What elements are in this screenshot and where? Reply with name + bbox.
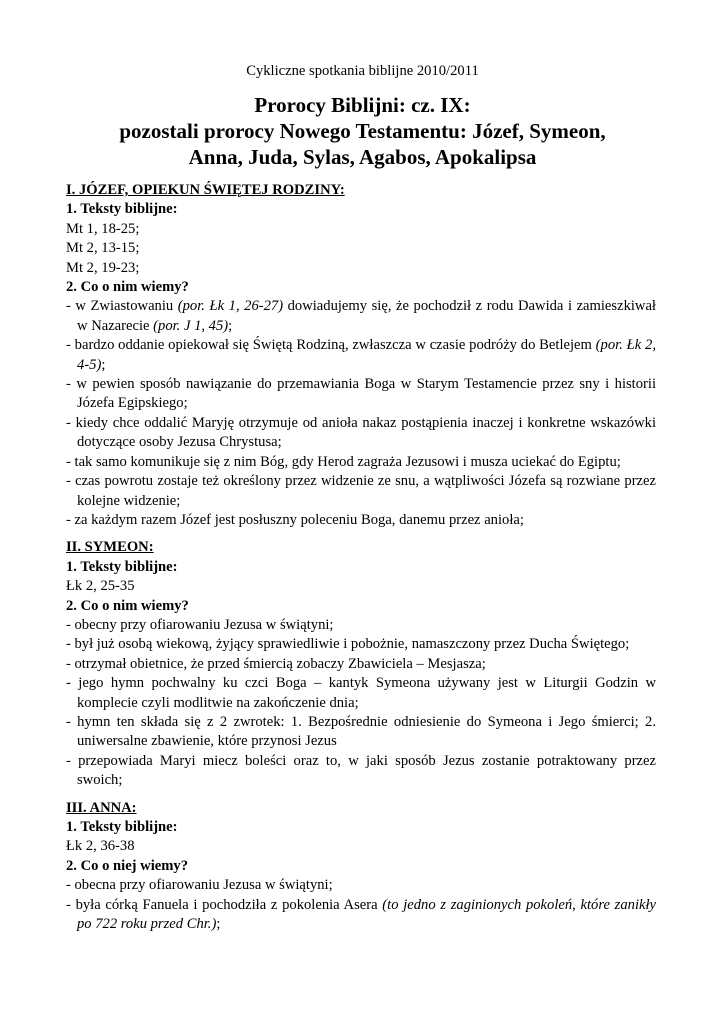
list-item: - kiedy chce oddalić Maryję otrzymuje od anioła nakaz postąpienia inaczej i konkretne wskazówki dotyczące osoby Jezusa Chrystusa; (66, 414, 656, 451)
list-item: - obecny przy ofiarowaniu Jezusa w świątyni; (66, 616, 334, 633)
list-item: - przepowiada Maryi miecz boleści oraz to, w jaki sposób Jezus zostanie potraktowany przez swoich; (66, 752, 656, 789)
title-line-2: pozostali prorocy Nowego Testamentu: Józef, Symeon, (119, 119, 606, 143)
subheading-known: 2. Co o nim wiemy? (66, 279, 189, 296)
section-heading: III. ANNA: (66, 799, 137, 816)
section-symeon (66, 538, 656, 790)
list-item: - był już osobą wiekową, żyjący sprawiedliwie i pobożnie, namaszczony przez Ducha Świętego; (66, 636, 630, 653)
section-heading: I. JÓZEF, OPIEKUN ŚWIĘTEJ RODZINY: (66, 182, 345, 198)
subheading-known: 2. Co o niej wiemy? (66, 857, 189, 874)
list-item: - jego hymn pochwalny ku czci Boga – kantyk Symeona używany jest w Liturgii Godzin w komplecie czyli modlitwie na zakończenie dnia; (66, 675, 656, 711)
bible-reference: Łk 2, 36-38 (66, 838, 135, 855)
list-item: - otrzymał obietnice, że przed śmiercią zobaczy Zbawiciela – Mesjasza; (66, 655, 486, 672)
list-item: - za każdym razem Józef jest posłuszny poleceniu Boga, danemu przez anioła; (66, 511, 524, 528)
subheading-texts: 1. Teksty biblijne: (66, 819, 178, 835)
bible-reference: Mt 2, 19-23; (66, 259, 140, 276)
title-line-1: Prorocy Biblijni: cz. IX: (254, 93, 471, 117)
section-anna (66, 799, 656, 935)
subheading-texts: 1. Teksty biblijne: (66, 201, 178, 218)
list-item: - czas powrotu zostaje też określony przez widzenie ze snu, a wątpliwości Józefa są rozwiane przez kolejne widzenie; (66, 473, 656, 509)
bible-reference: Łk 2, 25-35 (66, 578, 135, 595)
subheading-known: 2. Co o nim wiemy? (66, 597, 189, 614)
list-item: - w pewien sposób nawiązanie do przemawiania Boga w Starym Testamencie przez sny i historii Józefa Egipskiego; (66, 376, 656, 412)
list-item: - była córką Fanuela i pochodziła z pokolenia Asera (to jedno z zaginionych pokoleń, które zanikły po 722 roku przed Chr.); (66, 896, 657, 933)
series-header: Cykliczne spotkania biblijne 2010/2011 (246, 63, 479, 79)
list-item: - hymn ten składa się z 2 zwrotek: 1. Bezpośrednie odniesienie do Symeona i Jego śmierci; 2. uniwersalne zbawienie, które przynosi Jezus (66, 713, 656, 750)
list-item: - obecna przy ofiarowaniu Jezusa w świątyni; (66, 877, 333, 894)
page-title (60, 92, 665, 170)
list-item: - bardzo oddanie opiekował się Świętą Rodziną, zwłaszcza w czasie podróży do Betlejem (por. Łk 2, 4-5); (66, 337, 656, 373)
section-heading: II. SYMEON: (66, 539, 154, 556)
document-content (66, 181, 656, 942)
title-line-3: Anna, Juda, Sylas, Agabos, Apokalipsa (188, 145, 537, 169)
section-jozef (66, 181, 656, 530)
bible-reference: Mt 1, 18-25; (66, 220, 140, 237)
subheading-texts: 1. Teksty biblijne: (66, 558, 178, 575)
list-item: - w Zwiastowaniu (por. Łk 1, 26-27) dowiadujemy się, że pochodził z rodu Dawida i zamieszkiwał w Nazarecie (por. J 1, 45); (66, 298, 656, 334)
list-item: - tak samo komunikuje się z nim Bóg, gdy Herod zagraża Jezusowi i musza uciekać do Egiptu; (66, 453, 621, 470)
bible-reference: Mt 2, 13-15; (66, 240, 140, 257)
